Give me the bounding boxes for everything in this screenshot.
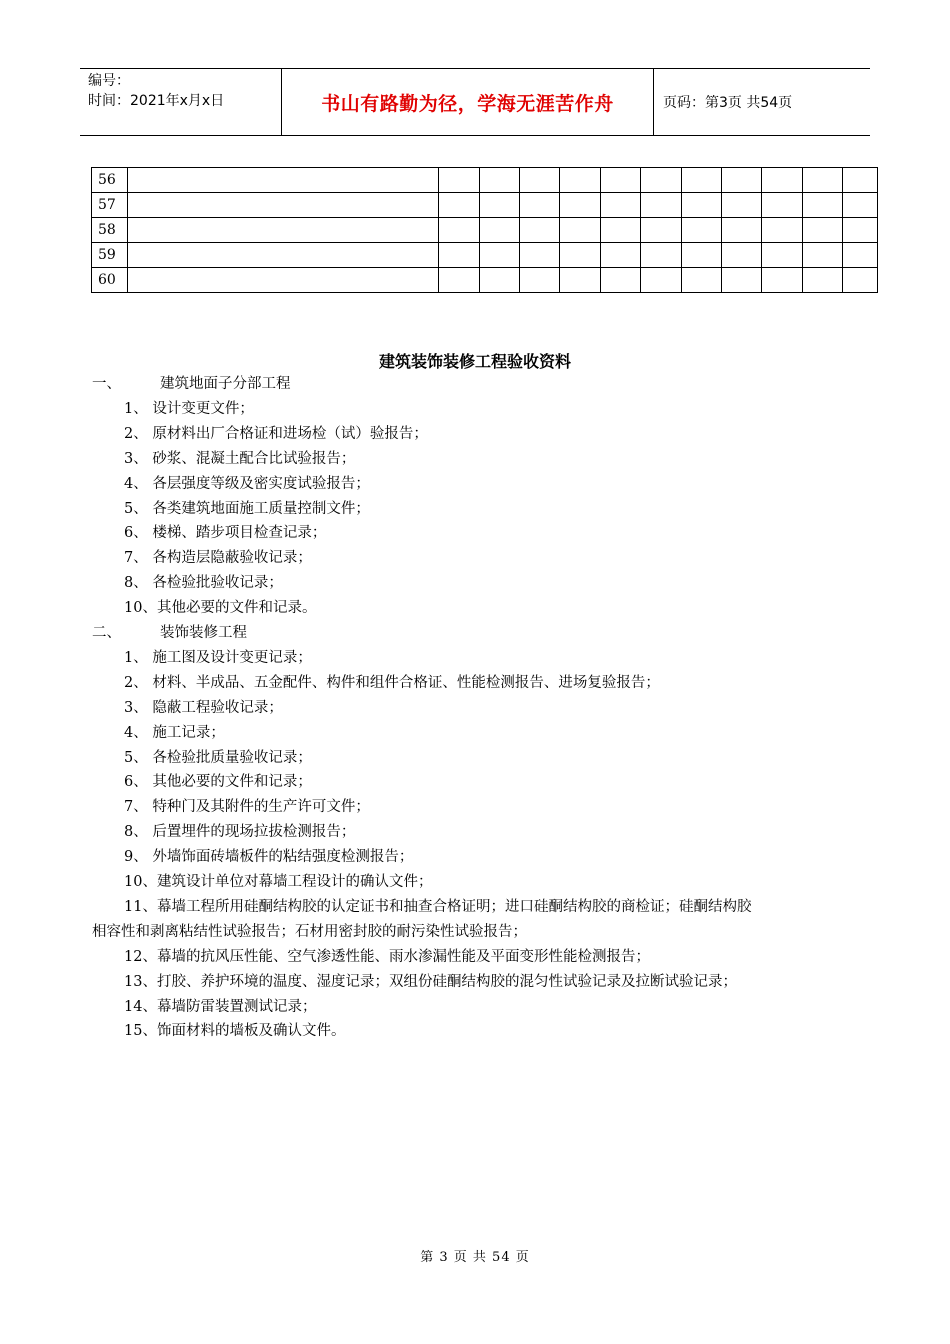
row-check-cell [641, 168, 681, 193]
section-name: 装饰装修工程 [160, 625, 247, 641]
list-item: 2、 材料、半成品、五金配件、构件和组件合格证、性能检测报告、进场复验报告； [124, 674, 660, 691]
page-header [80, 68, 870, 136]
row-check-cell [479, 193, 519, 218]
row-check-cell [519, 218, 559, 243]
table-row [92, 268, 878, 293]
row-check-cell [802, 168, 842, 193]
row-check-cell [802, 268, 842, 293]
row-check-cell [681, 193, 721, 218]
row-check-cell [762, 268, 802, 293]
row-check-cell [439, 218, 479, 243]
row-remark-cell [843, 168, 878, 193]
row-check-cell [600, 168, 640, 193]
table-row [92, 243, 878, 268]
number-label: 编号： [88, 73, 130, 89]
list-item: 2、 原材料出厂合格证和进场检（试）验报告； [124, 425, 428, 442]
row-check-cell [681, 218, 721, 243]
row-check-cell [681, 243, 721, 268]
row-remark-cell [843, 243, 878, 268]
row-check-cell [519, 168, 559, 193]
table-row [92, 168, 878, 193]
row-check-cell [681, 268, 721, 293]
row-description-cell [128, 218, 439, 243]
row-description-cell [128, 243, 439, 268]
list-item: 3、 隐蔽工程验收记录； [124, 699, 283, 716]
row-remark-cell [843, 268, 878, 293]
section-name: 建筑地面子分部工程 [160, 376, 291, 392]
list-item: 13、打胶、养护环境的温度、湿度记录；双组份硅酮结构胶的混匀性试验记录及拉断试验记录； [124, 973, 737, 990]
row-description-cell [128, 193, 439, 218]
row-check-cell [721, 243, 761, 268]
row-check-cell [762, 218, 802, 243]
row-check-cell [560, 168, 600, 193]
row-check-cell [439, 193, 479, 218]
row-check-cell [802, 193, 842, 218]
page-label: 页码：第3页 共54页 [663, 95, 793, 111]
row-check-cell [641, 218, 681, 243]
list-item: 3、 砂浆、混凝土配合比试验报告； [124, 450, 356, 467]
section-heading [92, 372, 291, 393]
list-item: 6、 其他必要的文件和记录； [124, 774, 312, 791]
list-item: 14、幕墙防雷装置测试记录； [124, 998, 317, 1015]
row-check-cell [681, 168, 721, 193]
row-number: 56 [92, 168, 128, 193]
row-check-cell [560, 218, 600, 243]
header-page-cell [654, 69, 870, 135]
row-check-cell [560, 268, 600, 293]
section-heading [92, 621, 247, 642]
section-number: 二、 [92, 625, 121, 641]
row-check-cell [519, 193, 559, 218]
row-check-cell [439, 268, 479, 293]
row-check-cell [641, 268, 681, 293]
row-remark-cell [843, 218, 878, 243]
row-check-cell [479, 268, 519, 293]
row-check-cell [802, 218, 842, 243]
row-check-cell [721, 193, 761, 218]
document-title: 建筑装饰装修工程验收资料 [378, 352, 571, 371]
list-item: 1、 施工图及设计变更记录； [124, 649, 312, 666]
list-item: 10、建筑设计单位对幕墙工程设计的确认文件； [124, 874, 433, 890]
list-item: 4、 施工记录； [124, 724, 225, 741]
row-check-cell [600, 193, 640, 218]
list-item: 10、其他必要的文件和记录。 [124, 600, 317, 617]
header-motto-cell [282, 69, 654, 135]
motto-text: 书山有路勤为径，学海无涯苦作舟 [321, 92, 614, 115]
list-item: 5、 各检验批质量验收记录； [124, 749, 312, 766]
row-check-cell [600, 218, 640, 243]
list-item: 1、 设计变更文件； [124, 400, 254, 417]
list-item: 6、 楼梯、踏步项目检查记录； [124, 525, 327, 542]
list-item: 7、 特种门及其附件的生产许可文件； [124, 799, 370, 816]
row-check-cell [479, 218, 519, 243]
section-number: 一、 [92, 376, 121, 392]
row-description-cell [128, 168, 439, 193]
page-footer: 第 3 页 共 54 页 [420, 1250, 530, 1265]
row-check-cell [762, 243, 802, 268]
list-item: 11、幕墙工程所用硅酮结构胶的认定证书和抽查合格证明；进口硅酮结构胶的商检证；硅酮结构胶 [124, 898, 752, 915]
list-item-continuation: 相容性和剥离粘结性试验报告；石材用密封胶的耐污染性试验报告； [92, 923, 527, 940]
row-check-cell [479, 168, 519, 193]
row-number: 59 [92, 243, 128, 268]
table-row [92, 218, 878, 243]
list-item: 8、 后置埋件的现场拉拔检测报告； [124, 824, 356, 841]
record-table [91, 167, 878, 293]
row-check-cell [519, 243, 559, 268]
list-item: 9、 外墙饰面砖墙板件的粘结强度检测报告； [124, 849, 414, 866]
row-check-cell [439, 168, 479, 193]
row-check-cell [600, 243, 640, 268]
row-check-cell [560, 243, 600, 268]
row-check-cell [439, 243, 479, 268]
list-item: 4、 各层强度等级及密实度试验报告； [124, 475, 370, 492]
row-description-cell [128, 268, 439, 293]
row-number: 60 [92, 268, 128, 293]
row-check-cell [721, 218, 761, 243]
list-item: 7、 各构造层隐蔽验收记录； [124, 550, 312, 567]
row-check-cell [762, 168, 802, 193]
list-item: 5、 各类建筑地面施工质量控制文件； [124, 500, 370, 517]
row-number: 57 [92, 193, 128, 218]
row-check-cell [802, 243, 842, 268]
table-row [92, 193, 878, 218]
row-remark-cell [843, 193, 878, 218]
row-check-cell [762, 193, 802, 218]
list-item: 12、幕墙的抗风压性能、空气渗透性能、雨水渗漏性能及平面变形性能检测报告； [124, 948, 650, 965]
row-check-cell [641, 243, 681, 268]
list-item: 8、 各检验批验收记录； [124, 575, 283, 592]
row-check-cell [721, 168, 761, 193]
time-label: 时间：2021年x月x日 [88, 93, 225, 109]
row-check-cell [641, 193, 681, 218]
row-check-cell [560, 193, 600, 218]
row-check-cell [479, 243, 519, 268]
header-left-cell [80, 69, 282, 135]
row-check-cell [519, 268, 559, 293]
row-check-cell [600, 268, 640, 293]
row-check-cell [721, 268, 761, 293]
row-number: 58 [92, 218, 128, 243]
list-item: 15、饰面材料的墙板及确认文件。 [124, 1023, 346, 1040]
